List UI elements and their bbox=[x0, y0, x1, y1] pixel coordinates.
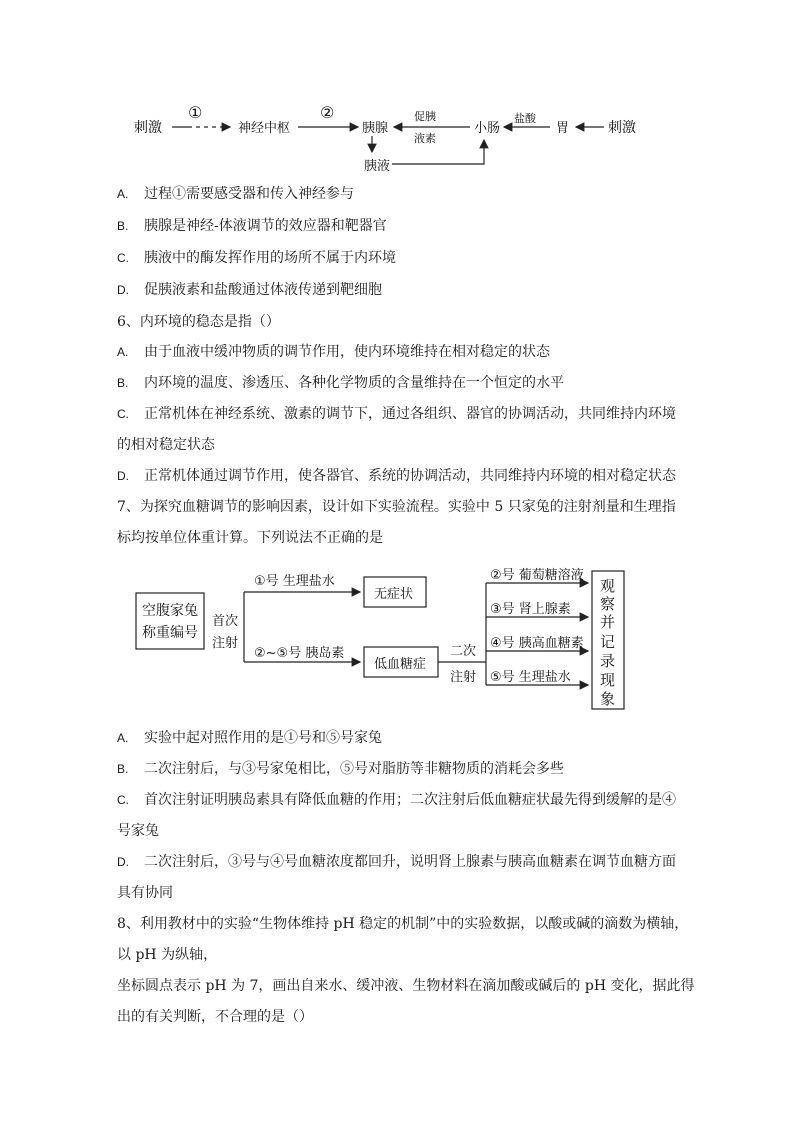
start-line1: 空腹家兔 bbox=[142, 603, 198, 619]
observe-char: 象 bbox=[600, 690, 616, 708]
q7-option-d-cont: 具有协同 bbox=[117, 885, 173, 901]
q7-stem-line1: 7、为探究血糖调节的影响因素，设计如下实验流程。实验中 5 只家兔的注射剂量和生理指 bbox=[117, 499, 676, 515]
q5-option-d: D. 促胰液素和盐酸通过体液传递到靶细胞 bbox=[117, 282, 382, 298]
blood-glucose-experiment-diagram bbox=[134, 567, 634, 713]
digestion-regulation-diagram bbox=[130, 100, 650, 180]
start-line2: 称重编号 bbox=[142, 625, 198, 641]
first-injection-1: 首次 bbox=[212, 614, 239, 629]
nerve-center: 神经中枢 bbox=[238, 121, 291, 136]
q5-option-a: A. 过程①需要感受器和传入神经参与 bbox=[117, 186, 354, 202]
stimulus-right: 刺激 bbox=[608, 120, 636, 136]
q5-option-b: B. 胰腺是神经-体液调节的效应器和靶器官 bbox=[117, 218, 387, 234]
pancreatic-juice: 胰液 bbox=[364, 159, 391, 174]
q7-option-a: A. 实验中起对照作用的是①号和⑤号家兔 bbox=[117, 730, 382, 746]
q7-option-c-cont: 号家兔 bbox=[117, 823, 159, 839]
secretin-top: 促胰 bbox=[414, 110, 436, 123]
observe-text bbox=[600, 577, 615, 708]
observe-char: 录 bbox=[600, 652, 616, 670]
observe-char: 并 bbox=[600, 613, 616, 631]
hypoglycemia: 低血糖症 bbox=[374, 657, 427, 672]
q7-option-c: C. 首次注射证明胰岛素具有降低血糖的作用；二次注射后低血糖症状最先得到缓解的是④ bbox=[117, 792, 676, 808]
label-process-1: ① bbox=[188, 103, 203, 122]
observe-char: 现 bbox=[600, 671, 616, 689]
stimulus-left: 刺激 bbox=[134, 120, 162, 136]
second-injection-2: 注射 bbox=[450, 670, 477, 685]
q6-option-b: B. 内环境的温度、渗透压、各种化学物质的含量维持在一个恒定的水平 bbox=[117, 375, 564, 391]
q5-option-c: C. 胰液中的酶发挥作用的场所不属于内环境 bbox=[117, 250, 396, 266]
q7-option-b: B. 二次注射后，与③号家兔相比，⑤号对脂肪等非糖物质的消耗会多些 bbox=[117, 761, 564, 777]
q7-option-d: D. 二次注射后，③号与④号血糖浓度都回升，说明肾上腺素与胰高血糖素在调节血糖方面 bbox=[117, 854, 676, 870]
q8-line4: 出的有关判断，不合理的是（） bbox=[117, 1009, 313, 1025]
q6-option-d: D. 正常机体通过调节作用，使各器官、系统的协调活动，共同维持内环境的相对稳定状态 bbox=[117, 468, 676, 484]
group-2: ②号 葡萄糖溶液 bbox=[490, 568, 584, 583]
q6-stem: 6、内环境的稳态是指（） bbox=[117, 314, 280, 330]
group-3: ③号 肾上腺素 bbox=[490, 602, 571, 617]
group-5: ⑤号 生理盐水 bbox=[490, 670, 571, 685]
q6-option-c: C. 正常机体在神经系统、激素的调节下，通过各组织、器官的协调活动，共同维持内环境 bbox=[117, 406, 676, 422]
arrow-juice-to-intestine bbox=[392, 140, 484, 164]
observe-char: 观 bbox=[600, 577, 616, 595]
observe-char: 察 bbox=[600, 595, 616, 613]
observe-char: 记 bbox=[600, 633, 616, 651]
label-process-2: ② bbox=[320, 103, 335, 122]
hcl-label: 盐酸 bbox=[514, 112, 536, 125]
q6-option-a: A. 由于血液中缓冲物质的调节作用，使内环境维持在相对稳定的状态 bbox=[117, 344, 550, 360]
branch-2-label: ②~⑤号 胰岛素 bbox=[254, 646, 345, 661]
pancreas: 胰腺 bbox=[362, 121, 389, 136]
small-intestine: 小肠 bbox=[474, 121, 501, 136]
q7-stem-line2: 标均按单位体重计算。下列说法不正确的是 bbox=[117, 530, 383, 546]
q6-option-c-cont: 的相对稳定状态 bbox=[117, 437, 215, 453]
q8-line3: 坐标圆点表示 pH 为 7，画出自来水、缓冲液、生物材料在滴加酸或碱后的 pH 变化，据此得 bbox=[117, 978, 695, 994]
branch-1-label: ①号 生理盐水 bbox=[254, 574, 335, 589]
group-4: ④号 胰高血糖素 bbox=[490, 636, 584, 651]
no-symptom: 无症状 bbox=[374, 587, 414, 602]
second-injection-1: 二次 bbox=[450, 644, 477, 659]
first-injection-2: 注射 bbox=[212, 636, 239, 651]
q8-line1: 8、利用教材中的实验“生物体维持 pH 稳定的机制”中的实验数据，以酸或碱的滴数为横轴， bbox=[117, 916, 689, 932]
q8-line2: 以 pH 为纵轴， bbox=[117, 947, 218, 963]
secretin-bottom: 液素 bbox=[414, 132, 436, 145]
stomach: 胃 bbox=[556, 121, 570, 136]
